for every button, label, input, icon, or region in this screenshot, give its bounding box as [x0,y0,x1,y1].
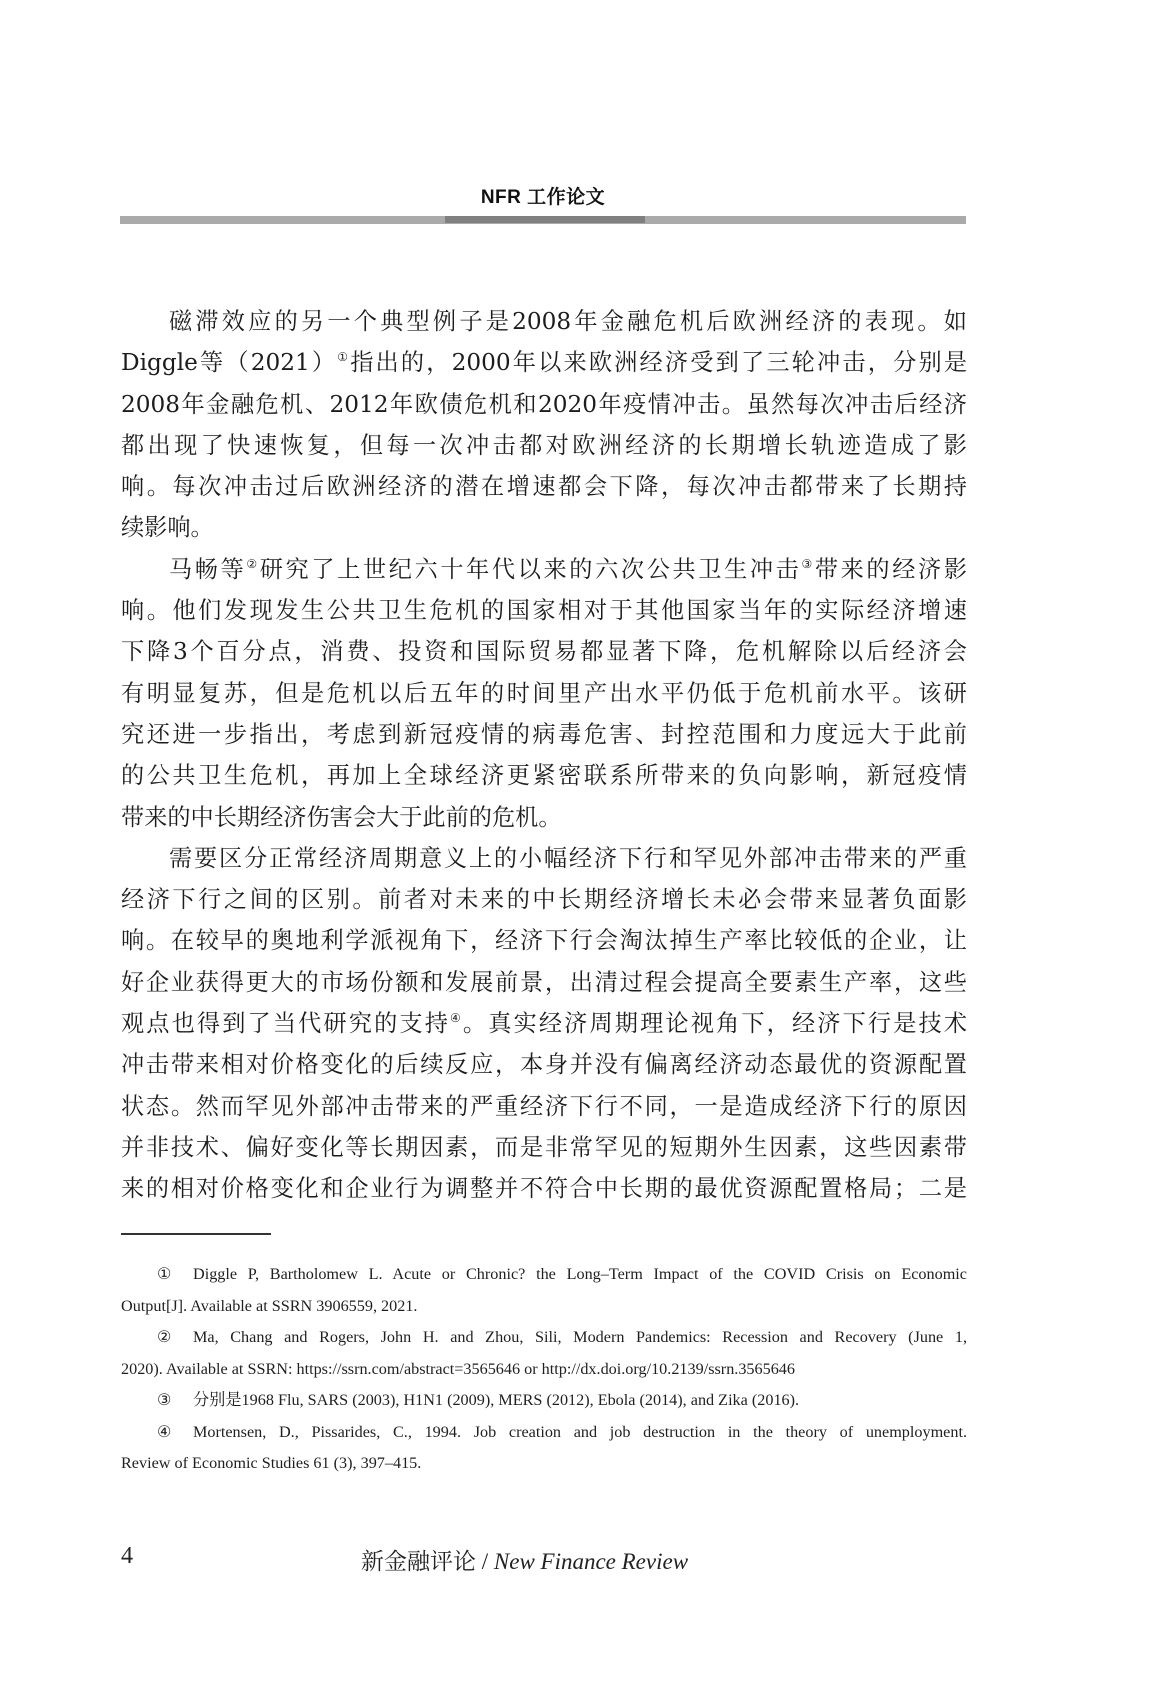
text-line: 好企业获得更大的市场份额和发展前景，出清过程会提高全要素生产率，这些 [121,968,967,996]
text-run: 观点也得到了当代研究的支持 [121,1010,451,1038]
text-line [121,1003,967,1044]
text-run: 研究了上世纪六十年代以来的六次公共卫生冲击 [259,555,802,583]
text-line: 经济下行之间的区别。前者对未来的中长期经济增长未必会带来显著负面影 [121,886,967,914]
footnote-1 [121,1259,967,1322]
text-line: 续影响。 [121,514,214,542]
text-run: 马畅等 [169,555,247,583]
text-line: 的公共卫生危机，再加上全球经济更紧密联系所带来的负向影响，新冠疫情 [121,762,967,790]
page-number: 4 [121,1543,133,1569]
body-text [121,301,967,1210]
footnote-line: 2020). Available at SSRN: https://ssrn.com/abstract=3565646 or http://dx.doi.org/10.2139/ssrn.3565646 [121,1359,795,1378]
footnote-ref-4[interactable]: ④ [450,1011,463,1026]
header-rule [120,216,966,224]
text-line [121,342,967,383]
footnote-line [121,1322,967,1354]
footnote-4 [121,1417,967,1480]
text-run: 指出的，2000年以来欧洲经济受到了三轮冲击，分别是 [350,349,968,377]
journal-name [361,1543,688,1576]
text-line: 响。在较早的奥地利学派视角下，经济下行会淘汰掉生产率比较低的企业，让 [121,927,967,955]
footnote-line [121,1385,967,1417]
footnote-line [121,1417,967,1449]
footnote-line: Review of Economic Studies 61 (3), 397–415. [121,1454,422,1472]
footnote-ref-3[interactable]: ③ [801,556,815,571]
journal-name-cn: 新金融评论 [361,1549,476,1574]
footnote-3 [121,1385,967,1417]
paragraph-2 [121,549,967,838]
footnotes [121,1259,967,1480]
footnote-rule [121,1233,271,1235]
header-title: NFR 工作论文 [480,187,606,208]
text-run: Diggle等（2021） [121,349,338,377]
running-header [120,186,966,210]
header-rule-accent [445,216,645,223]
journal-name-en: New Finance Review [493,1549,689,1574]
footnote-text: Mortensen, D., Pissarides, C., 1994. Job creation and job destruction in the theory of unemployment. [193,1422,967,1441]
text-line: 2008年金融危机、2012年欧债危机和2020年疫情冲击。虽然每次冲击后经济 [121,390,967,418]
page-footer [121,1543,967,1573]
text-line: 都出现了快速恢复，但每一次冲击都对欧洲经济的长期增长轨迹造成了影 [121,431,967,459]
text-run: 带来的经济影 [814,555,968,583]
footnote-text: Ma, Chang and Rogers, John H. and Zhou, Sili, Modern Pandemics: Recession and Recovery (June 1, [193,1328,967,1346]
journal-name-separator: / [476,1549,494,1574]
text-line: 磁滞效应的另一个典型例子是2008年金融危机后欧洲经济的表现。如 [169,308,967,335]
footnote-mark: ③ [157,1391,172,1409]
footnote-mark: ② [157,1328,172,1346]
footnote-text: 分别是1968 Flu, SARS (2003), H1N1 (2009), MERS (2012), Ebola (2014), and Zika (2016). [193,1391,800,1409]
footnote-line: Output[J]. Available at SSRN 3906559, 2021. [121,1296,418,1315]
footnote-text: Diggle P, Bartholomew L. Acute or Chronic? the Long–Term Impact of the COVID Crisis on Economic [193,1265,967,1283]
text-line: 带来的中长期经济伤害会大于此前的危机。 [121,803,562,831]
text-line: 状态。然而罕见外部冲击带来的严重经济下行不同，一是造成经济下行的原因 [121,1092,967,1120]
footnote-ref-2[interactable]: ② [246,556,260,571]
text-line: 有明显复苏，但是危机以后五年的时间里产出水平仍低于危机前水平。该研 [121,679,967,707]
paragraph-1 [121,301,967,549]
footnote-mark: ① [157,1265,172,1283]
text-line: 需要区分正常经济周期意义上的小幅经济下行和罕见外部冲击带来的严重 [169,844,967,872]
footnote-mark: ④ [157,1422,172,1441]
paragraph-3 [121,838,967,1210]
footnote-2 [121,1322,967,1385]
text-line: 并非技术、偏好变化等长期因素，而是非常罕见的短期外生因素，这些因素带 [121,1133,967,1161]
footnote-line [121,1259,967,1291]
footnote-ref-1[interactable]: ① [337,350,351,365]
text-line [121,549,967,590]
text-line: 响。每次冲击过后欧洲经济的潜在增速都会下降，每次冲击都带来了长期持 [121,473,967,501]
text-line: 响。他们发现发生公共卫生危机的国家相对于其他国家当年的实际经济增速 [121,597,967,625]
text-line: 下降3个百分点，消费、投资和国际贸易都显著下降，危机解除以后经济会 [121,638,967,666]
text-line: 究还进一步指出，考虑到新冠疫情的病毒危害、封控范围和力度远大于此前 [121,720,967,748]
text-line: 来的相对价格变化和企业行为调整并不符合中长期的最优资源配置格局；二是 [121,1175,967,1203]
text-run: 。真实经济周期理论视角下，经济下行是技术 [462,1010,967,1038]
text-line: 冲击带来相对价格变化的后续反应，本身并没有偏离经济动态最优的资源配置 [121,1051,967,1079]
